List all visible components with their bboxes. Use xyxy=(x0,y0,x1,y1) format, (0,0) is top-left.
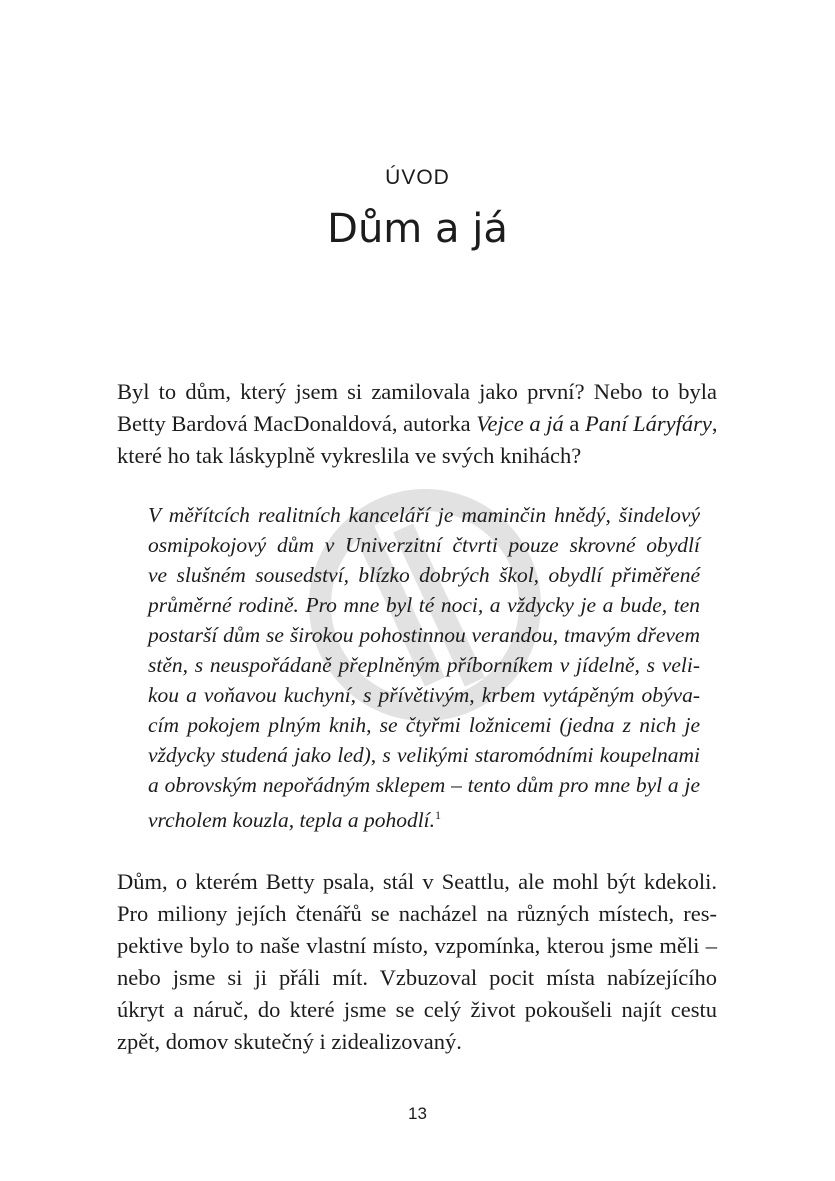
book-title: Vejce a já xyxy=(476,411,564,436)
page-number: 13 xyxy=(408,1104,427,1123)
text-line: Betty Bardová MacDonaldová, autorka Vejce a já a Paní Láryfáry, xyxy=(117,411,718,436)
text-line: Pro miliony jejích čtenářů se nacházel na různých místech, res- xyxy=(117,901,717,926)
quote-line: kou a voňavou kuchyní, s přívětivým, krbem vytápěným obýva- xyxy=(148,683,700,707)
paragraph-main xyxy=(117,866,717,1058)
quote-line: ve slušném sousedství, blízko dobrých škol, obydlí přiměřené xyxy=(148,563,700,587)
text-line: pektive bylo to naše vlastní místo, vzpomínka, kterou jsme měli – xyxy=(117,933,717,958)
text-line: Byl to dům, který jsem si zamilovala jako první? Nebo to byla xyxy=(117,379,717,404)
chapter-kicker: ÚVOD xyxy=(385,166,450,189)
quote-line: průměrné rodině. Pro mne byl té noci, a vždycky je a bude, ten xyxy=(148,593,700,617)
quote-line: cím pokojem plným knih, se čtyřmi ložnicemi (jedna z nich je xyxy=(148,713,700,737)
chapter-title: Dům a já xyxy=(327,206,508,252)
text-line: Dům, o kterém Betty psala, stál v Seattlu, ale mohl být kdekoli. xyxy=(117,869,717,894)
quote-line: osmipokojový dům v Univerzitní čtvrti pouze skrovné obydlí xyxy=(148,533,700,557)
quote-line: stěn, s neuspořádaně přeplněným příborníkem v jídelně, s veli- xyxy=(148,653,700,677)
quote-line: V měřítcích realitních kanceláří je maminčin hnědý, šindelový xyxy=(148,503,700,527)
book-title: Paní Láryfáry xyxy=(584,411,712,436)
footnote-mark[interactable]: 1 xyxy=(435,808,442,822)
quote-line: a obrovským nepořádným sklepem – tento dům pro mne byl a je xyxy=(148,773,700,797)
block-quote xyxy=(148,500,700,835)
quote-line: postarší dům se širokou pohostinnou verandou, tmavým dřevem xyxy=(148,623,700,647)
quote-line: vrcholem kouzla, tepla a pohodlí.$^1$ xyxy=(148,808,442,832)
text-line: zpět, domov skutečný i zidealizovaný. xyxy=(117,1029,462,1054)
text-line: úkryt a náruč, do které jsme se celý život pokoušeli najít cestu xyxy=(117,997,717,1022)
paragraph-intro xyxy=(117,376,717,472)
text-line: nebo jsme si ji přáli mít. Vzbuzoval pocit místa nabízejícího xyxy=(117,965,717,990)
text-line: které ho tak láskyplně vykreslila ve svých knihách? xyxy=(117,443,582,468)
quote-line: vždycky studená jako led), s velikými staromódními koupelnami xyxy=(148,743,700,767)
